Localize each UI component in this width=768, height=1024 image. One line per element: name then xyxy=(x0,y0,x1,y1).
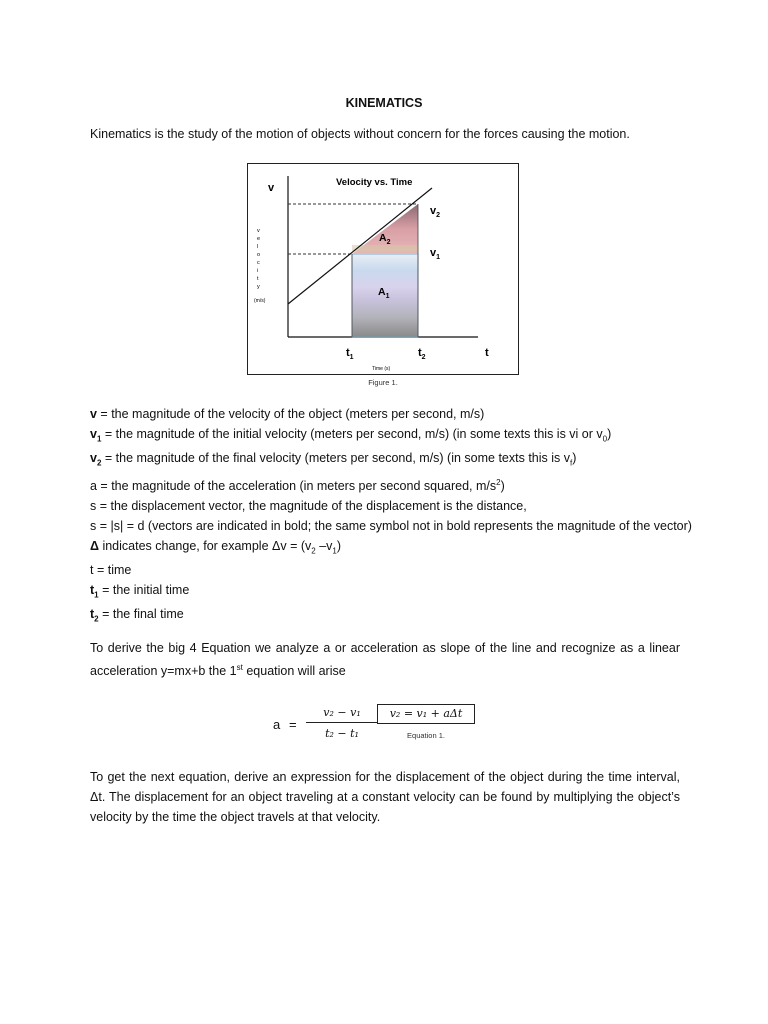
velocity-time-figure xyxy=(247,163,519,375)
y-axis-label-letter: y xyxy=(257,284,260,290)
y-axis-label-letter: e xyxy=(257,236,261,242)
equation-lhs: a xyxy=(273,717,281,732)
chart-title: Velocity vs. Time xyxy=(336,177,413,188)
t2-label: $t_2$ xyxy=(418,347,426,361)
def-v: v = the magnitude of the velocity of the object (meters per second, m/s) xyxy=(90,407,485,421)
y-axis-symbol: v xyxy=(268,182,275,194)
definitions-list xyxy=(90,405,700,630)
v1-label: $v_1$ xyxy=(430,247,441,261)
y-axis-label-letter: o xyxy=(257,252,261,258)
page-title: KINEMATICS xyxy=(345,96,423,110)
t1-label: $t_1$ xyxy=(346,347,354,361)
figure-caption: Figure 1. xyxy=(368,378,398,387)
x-axis-label: Time (s) xyxy=(372,366,391,372)
y-axis-label-letter: l xyxy=(257,244,259,250)
def-t2: $t_2$ = the final time xyxy=(90,607,184,624)
equation-caption: Equation 1. xyxy=(407,731,445,740)
def-v1: $v_1$ = the magnitude of the initial velocity (meters per second, m/s) (in some texts this is vi or $v_0$) xyxy=(90,426,612,444)
a1-label: $A_1$ xyxy=(378,286,390,300)
intro-paragraph: Kinematics is the study of the motion of objects without concern for the forces causing the motion. xyxy=(90,127,630,141)
x-axis-symbol: t xyxy=(485,347,489,359)
displacement-paragraph: To get the next equation, derive an expression for the displacement of the object during the time interval, Δt. The displacement for an object traveling at a constant velocity can be found by multiplying the object’s velocity by the time the object travels at that velocity. xyxy=(90,770,680,824)
y-axis-vertical-label xyxy=(257,228,260,290)
def-v2: $v_2$ = the magnitude of the final velocity (meters per second, m/s) (in some texts this is $v_f$) xyxy=(90,451,577,468)
acceleration-fraction xyxy=(306,706,378,740)
boxed-equation: v₂ = v₁ + aΔt xyxy=(377,704,475,724)
y-axis-label-letter: c xyxy=(257,260,260,266)
fraction-denominator: t₂ − t₁ xyxy=(325,727,359,740)
equation-block xyxy=(270,700,510,750)
def-s-abs: s = |s| = d (vectors are indicated in bold; the same symbol not in bold represents the magnitude of the vector) xyxy=(90,519,692,534)
velocity-time-chart xyxy=(248,164,518,374)
fraction-numerator: v₂ − v₁ xyxy=(306,706,378,723)
equation-equals: = xyxy=(289,717,297,732)
v2-label: $v_2$ xyxy=(430,205,441,219)
def-t: t = time xyxy=(90,563,132,578)
derivation-paragraph: To derive the big 4 Equation we analyze a or acceleration as slope of the line and recognize as a linear acceleration y=mx+b the 1st equation will arise xyxy=(90,641,680,679)
def-t1: $t_1$ = the initial time xyxy=(90,583,190,600)
def-a: a = the magnitude of the acceleration (in meters per second squared, $m/s^2$) xyxy=(90,478,505,494)
y-axis-label-letter: t xyxy=(257,276,259,282)
y-axis-units: (m/s) xyxy=(254,298,266,304)
def-s: s = the displacement vector, the magnitude of the displacement is the distance, xyxy=(90,499,527,514)
def-delta: Δ indicates change, for example $\Delta v = (v_2$ $-v_1$) xyxy=(90,538,342,556)
y-axis-label-letter: i xyxy=(257,268,259,274)
y-axis-label-letter: v xyxy=(257,228,260,234)
a2-label: $A_2$ xyxy=(379,232,391,246)
